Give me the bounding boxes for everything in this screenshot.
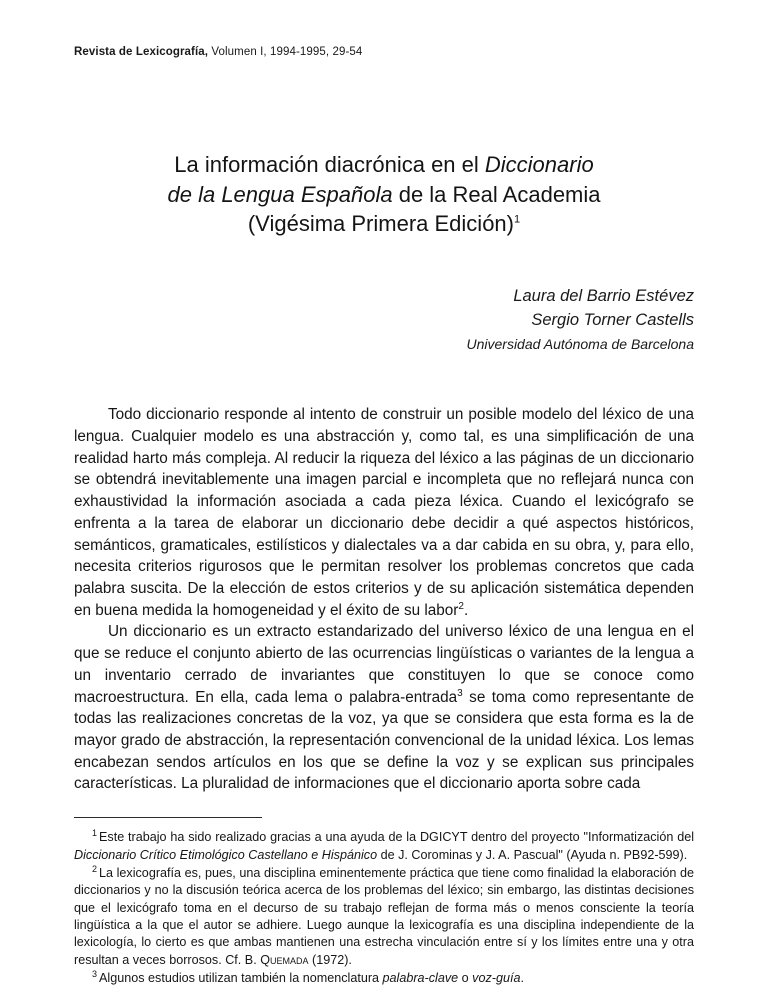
paragraph-1	[74, 404, 694, 621]
title-line-2-italic: de la Lengua Española	[167, 181, 393, 207]
title-line-3	[74, 209, 694, 239]
title-line-2	[74, 180, 694, 210]
footnote-separator	[74, 817, 262, 818]
running-head	[74, 46, 694, 58]
title-line-2-text: de la Real Academia	[392, 181, 601, 207]
footnote-2-text: La lexicografía es, pues, una disciplina eminentemente práctica que tiene como finalidad la elaboración de diccionarios y no la discusión teórica acerca de los problemas del léxico; sin embargo, las distintas decisiones que el lexicógrafo toma en el decurso de su trabajo reflejan de forma más o menos consciente la teoría lingüística a la que el autor se adhiere. Luego aunque la lexicografía es una disciplina independiente de la lexicología, lo cierto es que ambas mantienen una estrecha vinculación entre sí y los límites entre una y otra resultan a veces borrosos. Cf. B.	[74, 865, 694, 967]
title-line-1-italic: Diccionario	[484, 152, 594, 177]
author-block	[74, 285, 694, 354]
footnote-2-smallcaps: Quemada	[260, 952, 309, 967]
footnote-2-text-end: (1972).	[308, 952, 352, 967]
footnote-1-italic: Diccionario Crítico Etimológico Castellano e Hispánico	[74, 847, 378, 862]
journal-name: Revista de Lexicografía,	[74, 46, 209, 58]
footnote-2	[74, 865, 694, 969]
paragraph-2-text: Un diccionario es un extracto estandarizado del universo léxico de una lengua en el que se reduce el conjunto abierto de las ocurrencias lingüísticas o variantes de la lengua a un inventario cerrado de invariantes que constituyen lo que se conoce como macroestructura. En ella, cada lema o palabra-entrada	[74, 623, 694, 706]
footnote-1-marker: 1	[92, 827, 98, 838]
footnotes	[74, 829, 694, 987]
page-title	[74, 150, 694, 239]
author-name-1: Laura del Barrio Estévez	[513, 287, 694, 306]
footnote-3-italic-2: voz-guía	[472, 971, 521, 986]
paragraph-1-footnote-marker: 2	[458, 600, 464, 612]
body-text	[74, 404, 694, 795]
paragraph-2	[74, 621, 694, 795]
paragraph-2-text-end: se toma como representante de todas las realizaciones concretas de la voz, ya que se considera que esta forma es la de mayor grado de abstracción, la representación convencional de la unidad léxica. Los lemas encabezan sendos artículos en los que se define la voz y se explican sus principales características. La pluralidad de informaciones que el diccionario aporta sobre cada	[74, 688, 695, 793]
title-footnote-marker: 1	[514, 214, 521, 227]
title-line-1-text: La información diacrónica en el	[174, 152, 485, 177]
title-line-3-text: (Vigésima Primera Edición)	[247, 211, 514, 237]
footnote-3	[74, 970, 694, 987]
footnote-3-text-mid: o	[458, 971, 473, 986]
footnote-3-text-end: .	[520, 971, 524, 986]
paragraph-1-text: Todo diccionario responde al intento de construir un posible modelo del léxico de una lengua. Cualquier modelo es una abstracción y, como tal, es una simplificación de una realidad harto más compleja. Al reducir la riqueza del léxico a las páginas de un diccionario se obtendrá inevitablemente una imagen parcial e incompleta que no reflejará nunca con exhaustividad la información asociada a cada pieza léxica. Cuando el lexicógrafo se enfrenta a la tarea de elaborar un diccionario debe decidir a qué aspectos históricos, semánticos, gramaticales, estilísticos y dialectales va a dar cabida en su obra, y, para ello, necesita criterios rigurosos que le permitan resolver los problemas concretos que cada palabra suscita. De la elección de estos criterios y de su aplicación sistemática dependen en buena medida la homogeneidad y el éxito de su labor	[74, 406, 694, 619]
author-name-2: Sergio Torner Castells	[531, 310, 694, 329]
author-affiliation: Universidad Autónoma de Barcelona	[466, 335, 694, 352]
paragraph-2-footnote-marker: 3	[457, 687, 463, 699]
footnote-3-italic-1: palabra-clave	[382, 971, 459, 986]
footnote-1-text: Este trabajo ha sido realizado gracias a una ayuda de la DGICYT dentro del proyecto "Informatización del	[99, 830, 694, 845]
footnote-1-text-end: de J. Corominas y J. A. Pascual" (Ayuda n. PB92-599).	[377, 847, 688, 862]
footnote-3-text: Algunos estudios utilizan también la nomenclatura	[99, 971, 383, 986]
issue-details: Volumen I, 1994-1995, 29-54	[208, 46, 363, 58]
title-line-1	[74, 150, 694, 180]
footnote-2-marker: 2	[92, 863, 98, 874]
footnote-3-marker: 3	[92, 968, 98, 979]
footnote-1	[74, 829, 694, 864]
paragraph-1-text-end: .	[463, 601, 469, 619]
